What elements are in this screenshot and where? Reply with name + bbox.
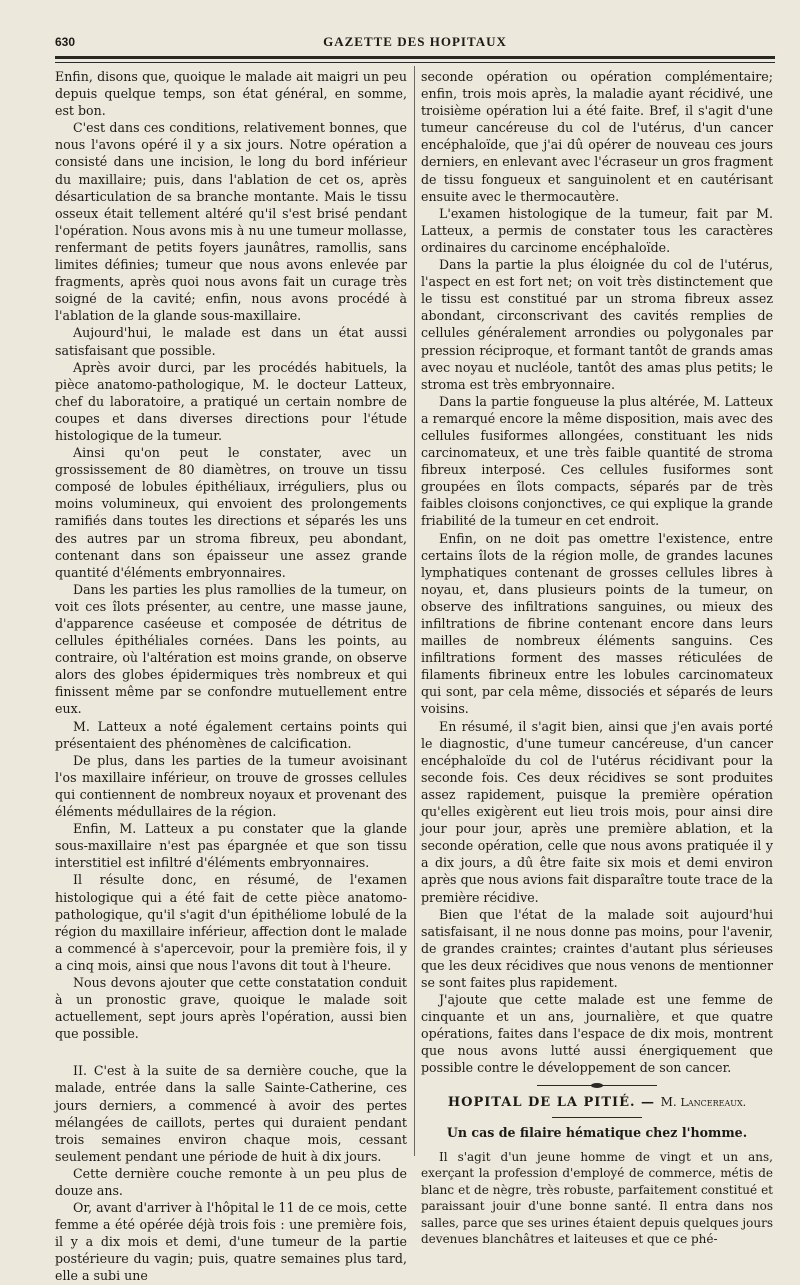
paragraph: Nous devons ajouter que cette constatation conduit à un pronostic grave, quoique le malade soit actuellement, sept jours après l'opération, aussi bien que possible. [55,974,407,1042]
left-column [55,68,407,1285]
paragraph: Dans les parties les plus ramollies de la tumeur, on voit ces îlots présenter, au centre, une masse jaune, d'apparence caséeuse et composée de détritus de cellules épithéliales cornées. Dans les points, au contraire, où l'altération est moins grande, on observe alors des globes épidermiques très nombreux et qui finissent même par se confondre mutuellement entre eux. [55,581,407,717]
paragraph: Or, avant d'arriver à l'hôpital le 11 de ce mois, cette femme a été opérée déjà trois fois : une première fois, il y a dix mois et demi, d'une tumeur de la partie postérieure du vagin; puis, quatre semaines plus tard, elle a subi une [55,1200,407,1284]
paragraph: Enfin, M. Latteux a pu constater que la glande sous-maxillaire n'est pas épargnée et que son tissu interstitiel est infiltré d'éléments embryonnaires. [55,821,407,871]
paragraph: J'ajoute que cette malade est une femme de cinquante et un ans, journalière, et que quatre opérations, faites dans l'espace de dix mois, montrent que nous avons lutté aussi énergiquement que possible contre le développement de son cancer. [421,992,773,1076]
paragraph: M. Latteux a noté également certains points qui présentaient des phénomènes de calcification. [55,718,407,751]
case-body [421,1149,773,1248]
ornamental-rule [537,1085,657,1086]
paragraph: seconde opération ou opération complémentaire; enfin, trois mois après, la maladie ayant récidivé, une troisième opération lui a été faite. Bref, il s'agit d'une tumeur cancéreuse du col de l'utérus, d'un cancer encéphaloïde, que j'ai dû opérer de nouveau ces jours derniers, en enlevant avec l'écraseur un gros fragment de tissu fongueux et sanguinolent et en cautérisant ensuite avec le thermocautère. [421,69,773,204]
author-prefix: M. [660,1094,677,1109]
paragraph: Il s'agit d'un jeune homme de vingt et un ans, exerçant la profession d'employé de commerce, métis de blanc et de nègre, très robuste, parfaitement constitué et paraissant jouir d'une bonne santé. Il entra dans nos salles, parce que ses urines étaient depuis quelques jours devenues blanchâtres et laiteuses et que ce phé- [421,1149,773,1247]
paragraph: Dans la partie la plus éloignée du col de l'utérus, l'aspect en est fort net; on voit très distinctement que le tissu est constitué par un stroma fibreux assez abondant, circonscrivant des cavités remplies de cellules généralement arrondies ou polygonales par pression réciproque, et formant tantôt de grands amas avec noyau et nucléole, tantôt des amas plus petits; le stroma est très embryonnaire. [421,257,773,392]
paragraph: Cette dernière couche remonte à un peu plus de douze ans. [55,1165,407,1198]
journal-title: GAZETTE DES HOPITAUX [323,34,507,49]
paragraph: Aujourd'hui, le malade est dans un état aussi satisfaisant que possible. [55,325,407,358]
hospital-name: HOPITAL DE LA PITIÉ. — [447,1094,656,1110]
section-gap [55,1042,407,1062]
paragraph: L'examen histologique de la tumeur, fait par M. Latteux, a permis de constater tous les caractères ordinaires du carcinome encéphaloïde. [421,205,773,255]
paragraph: Enfin, disons que, quoique le malade ait maigri un peu depuis quelque temps, son état général, en somme, est bon. [55,69,407,119]
column-divider [414,66,415,1156]
paragraph: C'est dans ces conditions, relativement bonnes, que nous l'avons opéré il y a six jours. Notre opération a consisté dans une incision, le long du bord inférieur du maxillaire; puis, dans l'ablation de cet os, après désarticulation de sa branche montante. Mais le tissu osseux était tellement altéré qu'il s'est brisé pendant l'opération. Nous avons mis à nu une tumeur mollasse, renfermant de petits foyers jaunâtres, ramollis, sans limites définies; tumeur que nous avons enlevée par fragments, après quoi nous avons fait un curage très soigné de la cavité; enfin, nous avons procédé à l'ablation de la glande sous-maxillaire. [55,120,407,324]
header-rule-thick [55,56,775,59]
paragraph: En résumé, il s'agit bien, ainsi que j'en avais porté le diagnostic, d'une tumeur cancéreuse, d'un cancer encéphaloïde du col de l'utérus récidivant pour la seconde fois. Ces deux récidives se sont produites assez rapidement, puisque la première opération qu'elles exigèrent eut lieu trois mois, pour ainsi dire jour pour jour, après une première ablation, et la seconde opération, celle que nous avons pratiquée il y a dix jours, a dû être faite six mois et demi environ après que nous avions fait disparaître toute trace de la première récidive. [421,718,773,905]
author-name: Lancereaux. [680,1095,747,1109]
paragraph: Enfin, on ne doit pas omettre l'existence, entre certains îlots de la région molle, de grandes lacunes lymphatiques contenant de grosses cellules libres à noyau, et, dans plusieurs points de la tumeur, on observe des infiltrations sanguines, ou mieux des infiltrations de fibrine contenant encore dans leurs mailles de nombreux éléments sanguins. Ces infiltrations forment des masses réticulées de filaments fibrineux entre les lobules carcinomateux qui sont, par cela même, dissociés et séparés de leurs voisins. [421,530,773,717]
paragraph: Après avoir durci, par les procédés habituels, la pièce anatomo-pathologique, M. le docteur Latteux, chef du laboratoire, a pratiqué un certain nombre de coupes et dans diverses directions pour l'étude histologique de la tumeur. [55,359,407,443]
paragraph: Il résulte donc, en résumé, de l'examen histologique qui a été fait de cette pièce anatomo-pathologique, qu'il s'agit d'un épithéliome lobulé de la région du maxillaire inférieur, affection dont le malade a commencé à s'apercevoir, pour la première fois, il y a cinq mois, ainsi que nous l'avons dit tout à l'heure. [55,872,407,973]
header-rule-thin [55,62,775,63]
page-number: 630 [55,35,76,49]
page-header [55,26,775,56]
paragraph: II. C'est à la suite de sa dernière couche, que la malade, entrée dans la salle Sainte-Catherine, ces jours derniers, a commencé à avoir des pertes mélangées de caillots, pertes qui duraient pendant trois semaines environ chaque mois, cessant seulement pendant une période de huit à dix jours. [55,1063,407,1164]
paragraph: Bien que l'état de la malade soit aujourd'hui satisfaisant, il ne nous donne pas moins, pour l'avenir, de grandes craintes; craintes d'autant plus sérieuses que les deux récidives que nous venons de mentionner se sont faites plus rapidement. [421,906,773,990]
paragraph: De plus, dans les parties de la tumeur avoisinant l'os maxillaire inférieur, on trouve de grosses cellules qui contiennent de nombreux noyaux et provenant des éléments médullaires de la région. [55,752,407,820]
hospital-author [661,1095,747,1109]
right-column [421,68,773,1248]
paragraph: Dans la partie fongueuse la plus altérée, M. Latteux a remarqué encore la même disposition, mais avec des cellules fusiformes allongées, constituant les nids carcinomateux, et une très faible quantité de stroma fibreux interposé. Ces cellules fusiformes sont groupées en îlots compacts, séparés par de très faibles cloisons conjonctives, ce qui explique la grande friabilité de la tumeur en cet endroit. [421,393,773,529]
paragraph: Ainsi qu'on peut le constater, avec un grossissement de 80 diamètres, on trouve un tissu composé de lobules épithéliaux, irréguliers, plus ou moins volumineux, qui envoient des prolongements ramifiés dans toutes les directions et séparés les uns des autres par un stroma fibreux, peu abondant, contenant dans son épaisseur une assez grande quantité d'éléments embryonnaires. [55,445,407,580]
case-title: Un cas de filaire hématique chez l'homme. [446,1124,748,1140]
hospital-heading [421,1094,773,1111]
short-rule [552,1117,642,1118]
